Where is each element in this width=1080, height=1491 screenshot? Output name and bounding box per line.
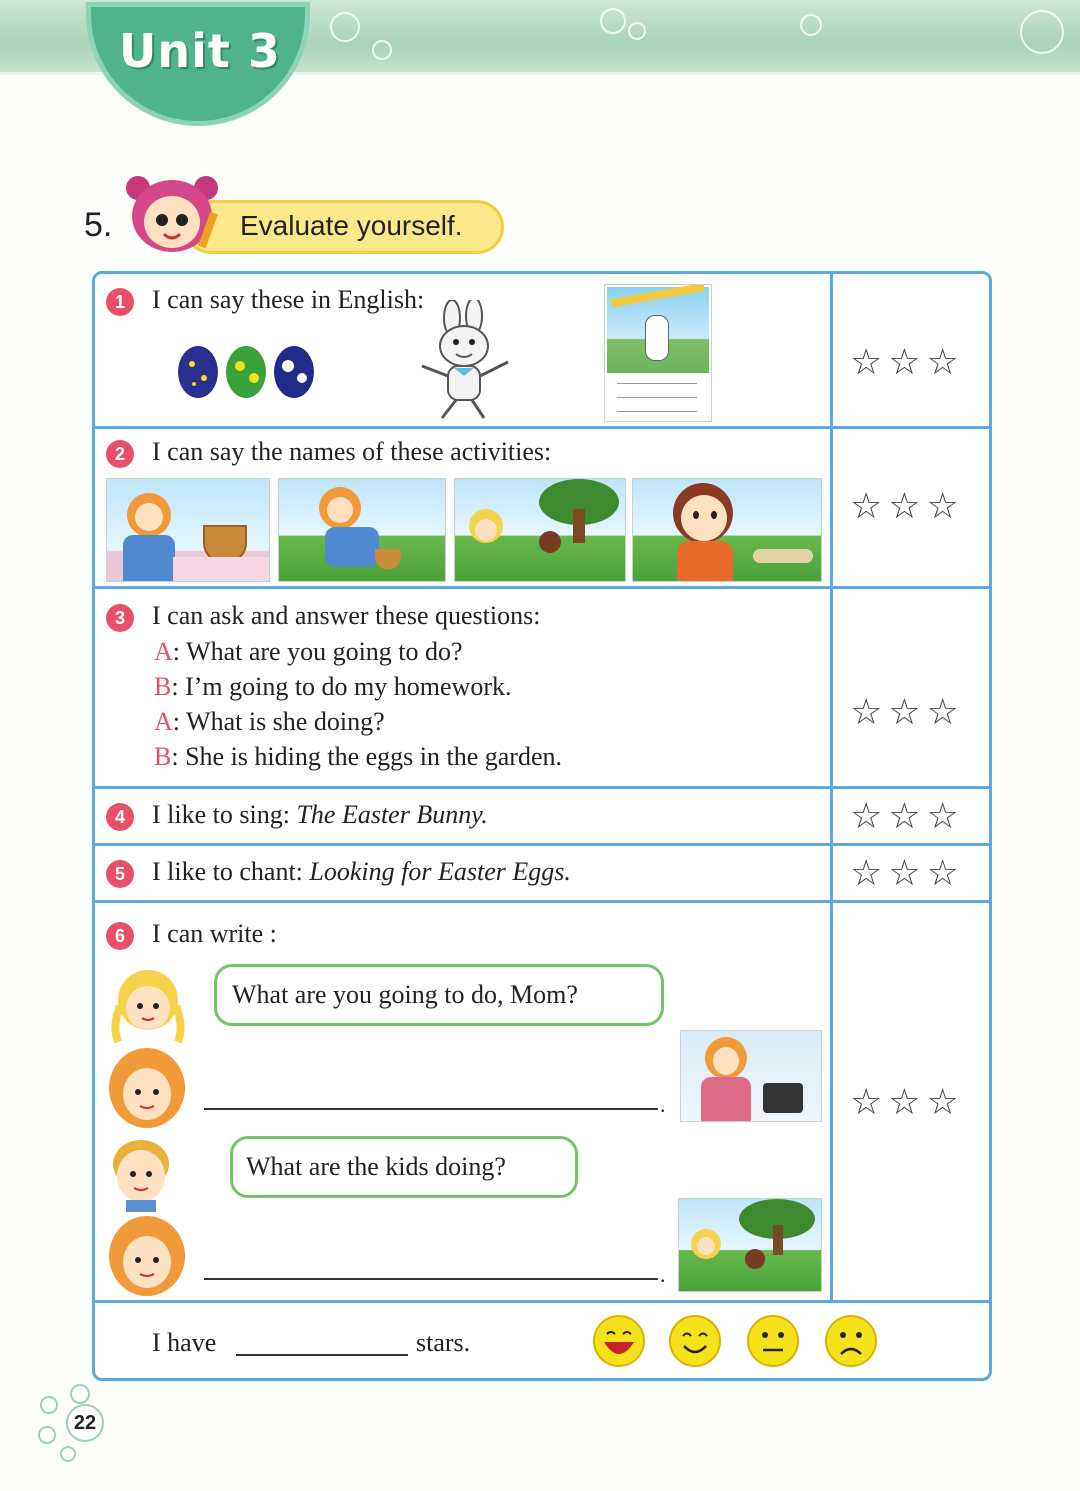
decor-ring	[70, 1384, 90, 1404]
mascot-icon	[118, 172, 228, 267]
row-divider	[92, 900, 992, 903]
footer-text-before: I have	[152, 1328, 217, 1357]
easter-eggs-icon	[174, 344, 320, 405]
row-divider	[92, 426, 992, 429]
row-divider	[92, 1300, 992, 1303]
decor-bubble	[330, 12, 360, 42]
row-divider	[92, 843, 992, 846]
row-5-text: I like to chant: Looking for Easter Eggs.	[152, 857, 571, 886]
row-number-badge: 3	[106, 604, 134, 632]
row-number-badge: 1	[106, 288, 134, 316]
neutral-face-icon[interactable]	[746, 1314, 800, 1373]
dialogue-text: : She is hiding the eggs in the garden.	[171, 742, 563, 771]
decor-ring	[40, 1396, 58, 1414]
activity-picture-painting-eggs	[106, 478, 270, 582]
dialogue-text: : What are you going to do?	[172, 637, 463, 666]
speaker-label: B	[154, 742, 172, 771]
column-divider	[830, 273, 833, 1301]
answer-2-line[interactable]	[204, 1278, 658, 1280]
mom-cooking-picture	[680, 1030, 822, 1122]
star-rating[interactable]: ☆☆☆	[850, 1082, 965, 1123]
row-number-badge: 6	[106, 922, 134, 950]
mom-avatar	[104, 1048, 190, 1139]
activity-picture-hiding-eggs	[278, 478, 446, 582]
page-number: 22	[66, 1404, 104, 1442]
decor-bubble	[372, 40, 392, 60]
dialogue-text: : I’m going to do my homework.	[171, 672, 512, 701]
decor-bubble	[600, 8, 626, 34]
row-divider	[92, 586, 992, 589]
answer-2-period: .	[660, 1262, 666, 1287]
star-rating[interactable]: ☆☆☆	[850, 486, 965, 527]
row-number-badge: 5	[106, 860, 134, 888]
decor-ring	[60, 1446, 76, 1462]
speaker-label: B	[154, 672, 172, 701]
unit-title: Unit 3	[119, 24, 281, 78]
boy-avatar	[108, 1138, 174, 1219]
dialogue-text: : What is she doing?	[172, 707, 385, 736]
decor-bubble	[628, 22, 646, 40]
decor-ring	[38, 1426, 56, 1444]
decor-bubble	[800, 14, 822, 36]
girl-avatar	[104, 1216, 190, 1307]
kids-looking-picture	[678, 1198, 822, 1292]
stars-count-line[interactable]	[236, 1354, 408, 1356]
star-rating[interactable]: ☆☆☆	[850, 853, 965, 894]
answer-1-period: .	[660, 1092, 666, 1117]
activity-picture-finding-eggs	[632, 478, 822, 582]
row-1-text: I can say these in English:	[152, 285, 425, 314]
section-number: 5.	[84, 206, 113, 244]
dialogue-line	[154, 637, 463, 667]
sad-face-icon[interactable]	[824, 1314, 878, 1373]
speaker-label: A	[154, 637, 173, 666]
dialogue-line	[154, 742, 562, 772]
row-number-badge: 2	[106, 440, 134, 468]
question-2-text: What are the kids doing?	[246, 1152, 506, 1181]
easter-card-picture	[604, 284, 712, 422]
row-2-text: I can say the names of these activities:	[152, 437, 552, 466]
laughing-face-icon[interactable]	[592, 1314, 646, 1373]
star-rating[interactable]: ☆☆☆	[850, 692, 965, 733]
row-3-text: I can ask and answer these questions:	[152, 601, 541, 630]
row-divider	[92, 786, 992, 789]
answer-1-line[interactable]	[204, 1108, 658, 1110]
easter-bunny-picture	[412, 300, 516, 427]
footer-text-after: stars.	[416, 1328, 471, 1357]
star-rating[interactable]: ☆☆☆	[850, 342, 965, 383]
star-rating[interactable]: ☆☆☆	[850, 796, 965, 837]
section-title: Evaluate yourself.	[240, 210, 463, 241]
row-number-badge: 4	[106, 803, 134, 831]
speaker-label: A	[154, 707, 173, 736]
row-6-text: I can write :	[152, 919, 277, 948]
dialogue-line	[154, 672, 511, 702]
activity-picture-looking-for-eggs	[454, 478, 626, 582]
dialogue-line	[154, 707, 385, 737]
row-4-text: I like to sing: The Easter Bunny.	[152, 800, 488, 829]
girl-blonde-avatar	[106, 966, 190, 1051]
smiling-face-icon[interactable]	[668, 1314, 722, 1373]
decor-bubble	[1020, 10, 1064, 54]
question-1-text: What are you going to do, Mom?	[232, 980, 578, 1009]
